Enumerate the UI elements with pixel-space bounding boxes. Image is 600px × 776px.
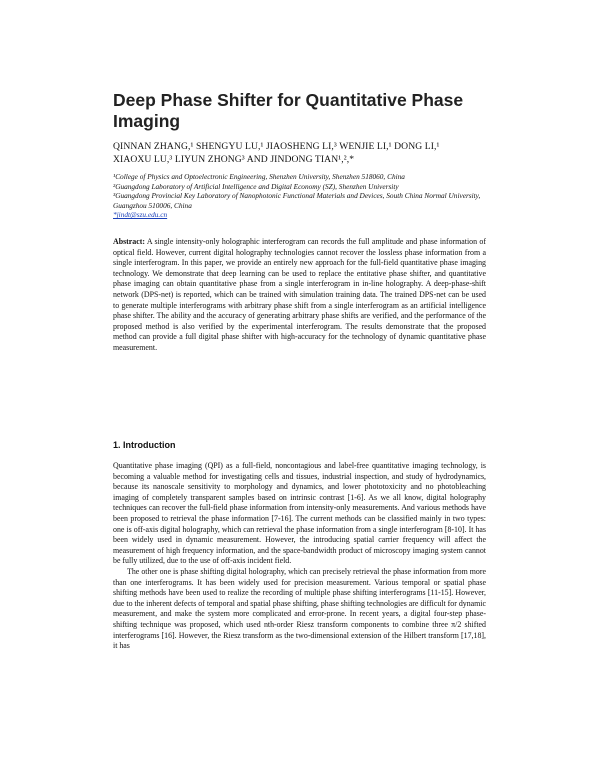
paper-title: Deep Phase Shifter for Quantitative Phase Imaging — [113, 90, 464, 131]
abstract-label: Abstract: — [113, 237, 145, 246]
author-line-2: XIAOXU LU,³ LIYUN ZHONG³ AND JINDONG TIAN¹,²,* — [113, 154, 355, 165]
affiliation-3: ³Guangdong Provincial Key Laboratory of Nanophotonic Functional Materials and Devices, South China Normal University, Guangzhou 510006, China — [113, 191, 481, 210]
intro-paragraph-2: The other one is phase shifting digital holography, which can precisely retrieval the phase information from more than one interferograms. It has been widely used for precision measurement. Various temporal or spatial phase shifting methods have been used to realize the recording of multiple phase shifting interferograms [11-15]. However, due to the inherent defects of temporal and spatial phase shifting, phase shifting technologies are difficult for dynamic measurement, and make the system more complicated and error-prone. In recent years, a digital four-step phase-shifting technique was proposed, which used nth-order Riesz transform components to combine three π/2 shifted interferograms [16]. However, the Riesz transform as the two-dimensional extension of the Hilbert transform [17,18], it has — [113, 566, 486, 651]
section-heading-introduction: 1. Introduction — [113, 440, 176, 450]
abstract-text: A single intensity-only holographic interferogram can records the full amplitude and phase information of optical field. However, current digital holography technologies cannot recover the lossless phase information from a single interferogram. In this paper, we provide an entirely new approach for the full-field quantitative phase imaging technology. We demonstrate that deep learning can be used to replace the entitative phase shifter, and quantitative phase imaging can obtain quantitative phase from a single interferogram in in-line holography. A deep-phase-shift network (DPS-net) is reported, which can be trained with simulation training data. The trained DPS-net can be used to generate multiple interferograms with arbitrary phase shift from a single interferogram as an artificial intelligence phase shifter. The ability and the accuracy of generating arbitrary phase shifts are verified, and the performance of the proposed method is also verified by the experimental interferogram. The results demonstrate that the proposed method can provide a full digital phase shifter with high-accuracy for the technology of dynamic quantitative phase measurement. — [113, 237, 486, 352]
author-line-1: QINNAN ZHANG,¹ SHENGYU LU,¹ JIAOSHENG LI,³ WENJIE LI,¹ DONG LI,¹ — [113, 141, 440, 152]
affiliation-1: ¹College of Physics and Optoelectronic Engineering, Shenzhen University, Shenzhen 518060, China — [113, 172, 405, 181]
affiliation-2: ²Guangdong Laboratory of Artificial Intelligence and Digital Economy (SZ), Shenzhen University — [113, 181, 399, 191]
affiliations — [113, 172, 498, 220]
intro-paragraph-1: Quantitative phase imaging (QPI) as a full-field, noncontagious and label-free quantitative imaging technology, is becoming a valuable method for investigating cells and tissues, industrial inspection, and study of hydrodynamics, because its nanoscale sensitivity to morphology and dynamics, and lower phototoxicity and no photobleaching imaging of completely transparent samples based on intrinsic contrast [1-6]. As we all know, digital holography techniques can recover the full-field phase information from intensity-only measurements. And various methods have been proposed to retrieval the phase information [7-16]. The current methods can be classified mainly in two types: one is off-axis digital holography, which can retrieval the phase information from a single interferogram [8-10]. It has been widely used in dynamic measurement. However, the introducing spatial carrier frequency will affect the measurement of high frequency information, and the space-bandwidth product of microscopy imaging system cannot be fully utilized, due to the use of off-axis incident field. — [113, 461, 486, 566]
introduction-body — [113, 461, 486, 652]
author-list — [113, 140, 493, 166]
abstract — [113, 237, 486, 354]
corresponding-email-link[interactable]: *jindt@szu.edu.cn — [113, 210, 168, 220]
